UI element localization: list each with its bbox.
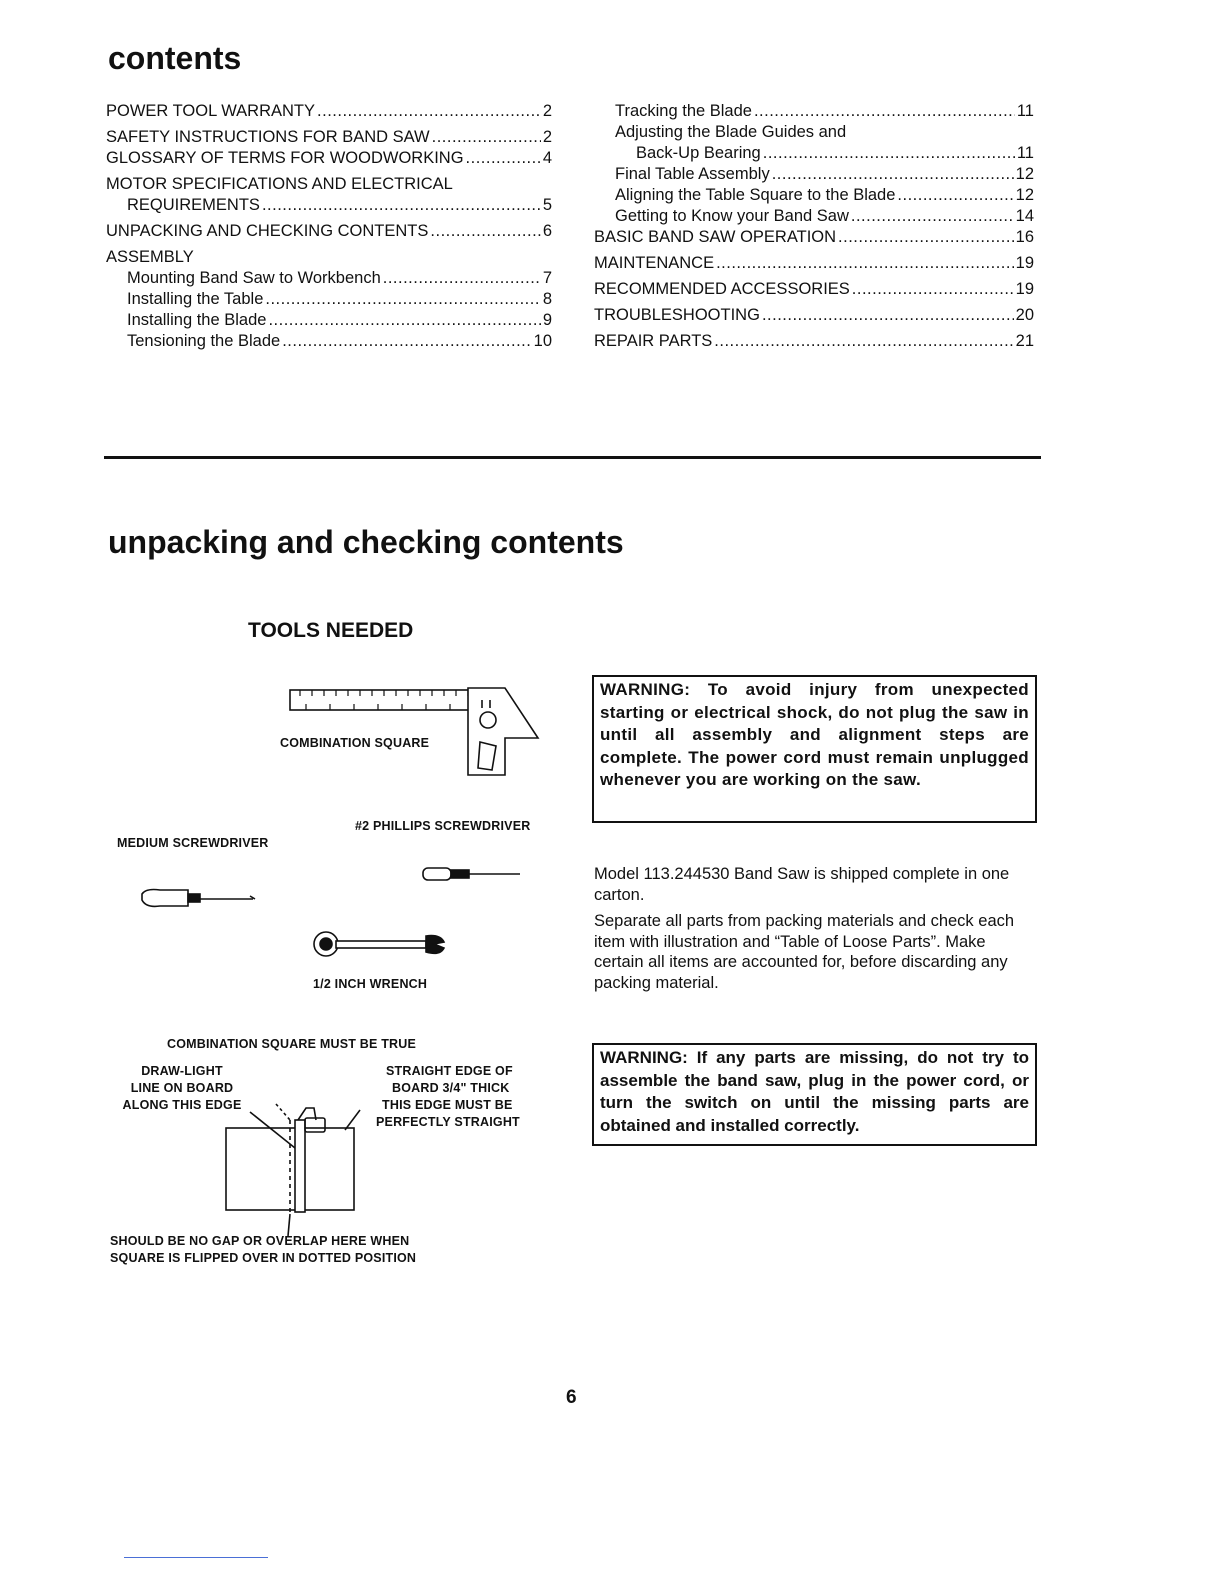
label-phillips-screwdriver: #2 PHILLIPS SCREWDRIVER [355,819,531,833]
toc-entry[interactable]: Final Table Assembly ..... 12 [594,164,1034,185]
medium-screwdriver-icon [142,890,255,907]
combination-square-icon [290,688,538,775]
footnote-rule [124,1557,268,1558]
phillips-screwdriver-icon [423,868,520,880]
toc-entry[interactable]: BASIC BAND SAW OPERATION ..... 16 [594,227,1034,248]
warning-box-missing-parts: WARNING: If any parts are missing, do not try to assemble the band saw, plug in the power cord, or turn the switch on until the missing parts are obtained and installed correctly. [592,1043,1037,1146]
section-divider [104,456,1041,459]
toc-entry[interactable]: Getting to Know your Band Saw ..... 14 [594,206,1034,227]
tools-heading: TOOLS NEEDED [248,619,414,642]
toc-entry[interactable]: POWER TOOL WARRANTY ..... 2 [106,101,552,122]
toc-left-column [106,101,552,352]
page-number: 6 [566,1387,577,1408]
label-no-gap: SHOULD BE NO GAP OR OVERLAP HERE WHEN SQUARE IS FLIPPED OVER IN DOTTED POSITION [110,1234,417,1265]
unpacking-instructions [594,864,1036,999]
toc-entry[interactable]: REPAIR PARTS ..... 21 [594,331,1034,352]
toc-entry[interactable]: Back-Up Bearing ..... 11 [594,143,1034,164]
toc-entry[interactable]: GLOSSARY OF TERMS FOR WOODWORKING ..... 4 [106,148,552,169]
toc-entry[interactable]: Installing the Blade ..... 9 [106,310,552,331]
label-wrench: 1/2 INCH WRENCH [313,977,428,991]
toc-entry[interactable]: ASSEMBLY [106,248,194,266]
label-combination-square: COMBINATION SQUARE [280,736,430,750]
section-title: unpacking and checking contents [108,524,624,560]
toc-entry[interactable]: MAINTENANCE ..... 19 [594,253,1034,274]
toc-entry[interactable]: Mounting Band Saw to Workbench ..... 7 [106,268,552,289]
toc-entry[interactable]: UNPACKING AND CHECKING CONTENTS ..... 6 [106,221,552,242]
warning-box-injury: WARNING: To avoid injury from unexpected starting or electrical shock, do not plug the saw in until all assembly and alignment steps are complete. The power cord must remain unplugged whenever you are working on the saw. [592,675,1037,823]
toc-entry[interactable]: REQUIREMENTS ..... 5 [106,195,552,216]
label-medium-screwdriver: MEDIUM SCREWDRIVER [117,836,269,850]
toc-entry[interactable]: Tensioning the Blade ..... 10 [106,331,552,352]
toc-entry[interactable]: Tracking the Blade ..... 11 [594,101,1034,122]
toc-entry[interactable]: SAFETY INSTRUCTIONS FOR BAND SAW ..... 2 [106,127,552,148]
toc-entry[interactable]: TROUBLESHOOTING ..... 20 [594,305,1034,326]
label-square-true: COMBINATION SQUARE MUST BE TRUE [167,1037,417,1051]
paragraph-separate-parts: Separate all parts from packing materials and check each item with illustration and “Table of Loose Parts”. Make certain all items are accounted for, before discarding any packing material. [594,912,1015,992]
label-draw-light-line: DRAW-LIGHT LINE ON BOARD ALONG THIS EDGE [122,1064,242,1112]
label-straight-edge: STRAIGHT EDGE OF BOARD 3/4" THICK THIS EDGE MUST BE PERFECTLY STRAIGHT [376,1064,520,1129]
toc-entry[interactable]: RECOMMENDED ACCESSORIES ..... 19 [594,279,1034,300]
toc-entry[interactable]: Adjusting the Blade Guides and [615,123,847,141]
toc-entry[interactable]: MOTOR SPECIFICATIONS AND ELECTRICAL [106,175,453,193]
toc-entry[interactable]: Installing the Table ..... 8 [106,289,552,310]
contents-title: contents [108,40,242,76]
toc-entry[interactable]: Aligning the Table Square to the Blade ..... 12 [594,185,1034,206]
paragraph-shipped: Model 113.244530 Band Saw is shipped complete in one carton. [594,865,1010,904]
toc-right-column [594,101,1034,352]
square-test-diagram [226,1104,360,1236]
wrench-icon [314,932,444,956]
